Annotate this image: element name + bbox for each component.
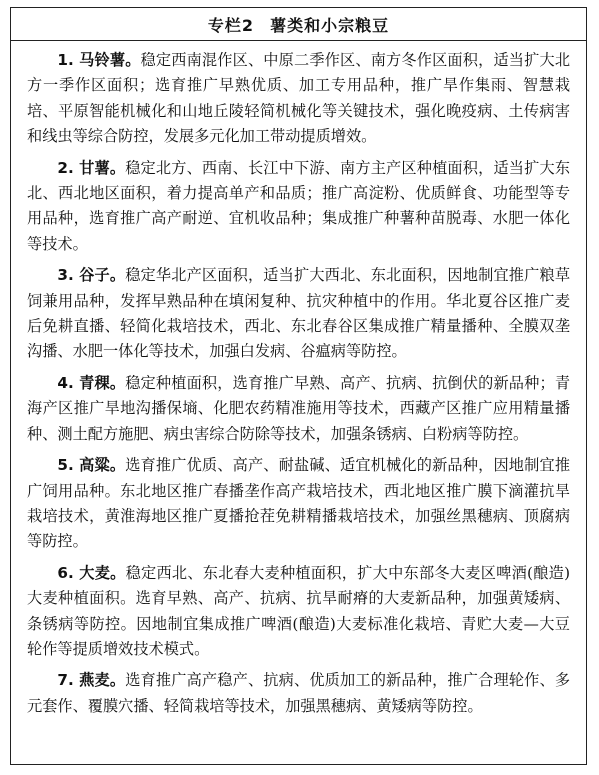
paragraph-body: 稳定华北产区面积，适当扩大西北、东北面积，因地制宜推广粮草饲兼用品种，发挥早熟品种在填闲复种、抗灾种植中的作用。华北夏谷区推广麦后免耕直播、轻简化栽培技术，西北、东北春谷区集成推广精量播种、全膜双垄沟播、水肥一体化等技术，加强白发病、谷瘟病等防控。 <box>27 266 571 361</box>
paragraph-heading: 6. 大麦。 <box>57 563 126 582</box>
paragraph-body: 稳定种植面积，选育推广早熟、高产、抗病、抗倒伏的新品种；青海产区推广旱地沟播保墒、化肥农药精准施用等技术，西藏产区推广应用精量播种、测土配方施肥、病虫害综合防除等技术，加强条锈病、白粉病等防控。 <box>27 373 571 443</box>
column-box <box>10 7 587 765</box>
paragraph-heading: 5. 高粱。 <box>57 456 126 475</box>
paragraph-millet <box>27 263 570 365</box>
paragraph-heading: 3. 谷子。 <box>57 266 126 285</box>
paragraph-heading: 2. 甘薯。 <box>57 158 126 177</box>
paragraph-body: 选育推广高产稳产、抗病、优质加工的新品种，推广合理轮作、多元套作、覆膜穴播、轻简栽培等技术，加强黑穗病、黄矮病等防控。 <box>27 671 571 715</box>
paragraph-sweet-potato <box>27 156 570 258</box>
paragraph-sorghum <box>27 453 570 555</box>
box-title-text: 薯类和小宗粮豆 <box>270 15 390 35</box>
paragraph-body: 选育推广优质、高产、耐盐碱、适宜机械化的新品种，因地制宜推广饲用品种。东北地区推广春播垄作高产栽培技术，西北地区推广膜下滴灌抗旱栽培技术，黄淮海地区推广夏播抢茬免耕精播栽培技术，加强丝黑穗病、顶腐病等防控。 <box>27 456 571 551</box>
box-content <box>11 41 586 719</box>
paragraph-heading: 1. 马铃薯。 <box>57 51 141 69</box>
paragraph-body: 稳定北方、西南、长江中下游、南方主产区种植面积，适当扩大东北、西北地区面积，着力提高单产和品质；推广高淀粉、优质鲜食、功能型等专用品种，选育推广高产耐逆、宜机收品种；集成推广种薯种苗脱毒、水肥一体化等技术。 <box>27 158 571 253</box>
paragraph-heading: 4. 青稞。 <box>57 373 126 392</box>
box-title-number: 专栏2 <box>207 15 255 35</box>
paragraph-potato <box>27 48 570 150</box>
paragraph-barley <box>27 561 570 663</box>
paragraph-highland-barley <box>27 371 570 447</box>
paragraph-oats <box>27 668 570 719</box>
paragraph-heading: 7. 燕麦。 <box>57 671 126 690</box>
paragraph-body: 稳定西南混作区、中原二季作区、南方冬作区面积，适当扩大北方一季作区面积；选育推广早熟优质、加工专用品种，推广旱作集雨、智慧栽培、平原智能机械化和山地丘陵轻简机械化等关键技术，强化晚疫病、土传病害和线虫等综合防控，发展多元化加工带动提质增效。 <box>27 51 571 146</box>
box-title <box>11 8 586 41</box>
paragraph-body: 稳定西北、东北春大麦种植面积，扩大中东部冬大麦区啤酒(酿造)大麦种植面积。选育早熟、高产、抗病、抗旱耐瘠的大麦新品种，加强黄矮病、条锈病等防控。因地制宜集成推广啤酒(酿造)大麦标准化栽培、青贮大麦—大豆轮作等提质增效技术模式。 <box>27 563 570 658</box>
